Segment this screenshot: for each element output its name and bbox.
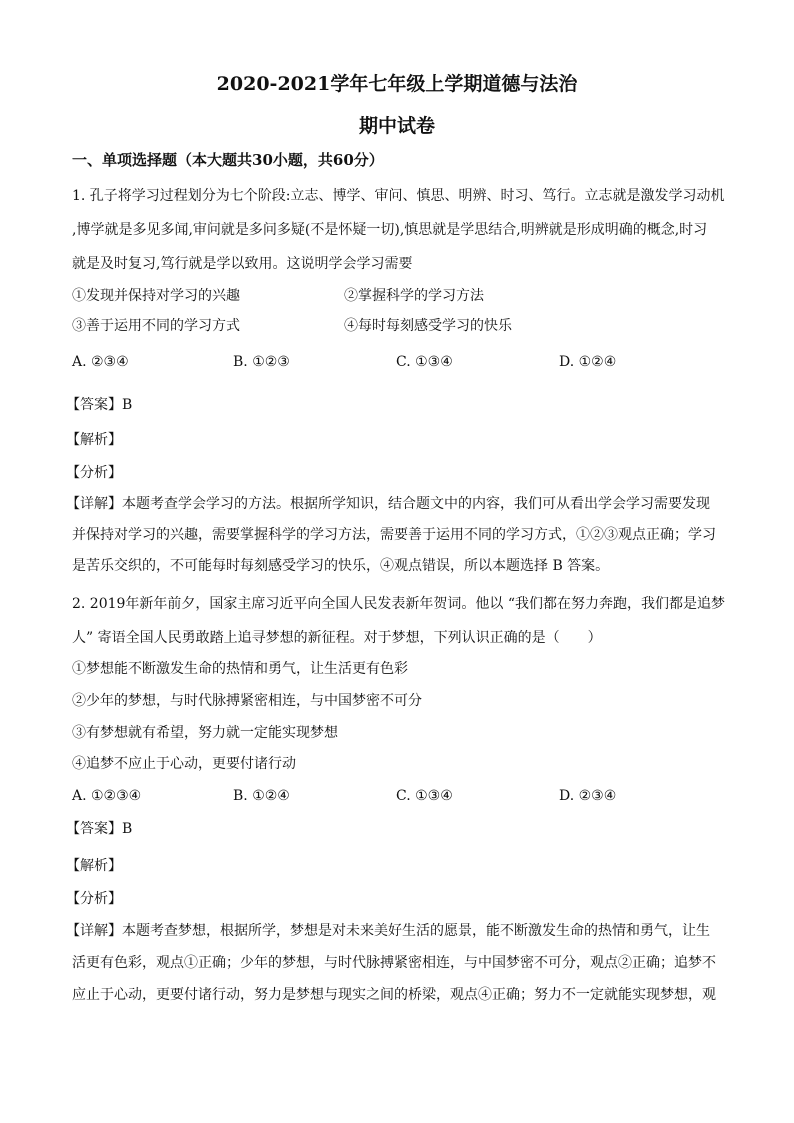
q2-stem-line1: 2. 2019年新年前夕，国家主席习近平向全国人民发表新年贺词。他以 “我们都在努力奔跑，我们都是追梦 xyxy=(72,596,726,612)
q2-stem-line2: 人” 寄语全国人民勇敢踏上追寻梦想的新征程。对于梦想，下列认识正确的是（ ） xyxy=(72,630,602,646)
q2-item-4: ④追梦不应止于心动，更要付诸行动 xyxy=(72,756,296,772)
q1-item-4: ④每时每刻感受学习的快乐 xyxy=(344,318,512,334)
q1-option-b: B. ①②③ xyxy=(233,354,290,370)
q2-item-1: ①梦想能不断激发生命的热情和勇气，让生活更有色彩 xyxy=(72,661,408,677)
q2-option-d: D. ②③④ xyxy=(559,788,617,804)
q1-item-1: ①发现并保持对学习的兴趣 xyxy=(72,288,240,304)
q1-analysis-label: 【解析】 xyxy=(66,432,122,448)
q2-detail-line2: 活更有色彩，观点①正确；少年的梦想，与时代脉搏紧密相连，与中国梦密不可分，观点②正确；追梦不 xyxy=(72,955,716,971)
q1-fenxi-label: 【分析】 xyxy=(66,465,122,481)
q2-option-b: B. ①②④ xyxy=(233,788,290,804)
q1-detail-line3: 是苦乐交织的，不可能每时每刻感受学习的快乐，④观点错误，所以本题选择 B 答案。 xyxy=(72,558,610,574)
q1-answer: 【答案】B xyxy=(66,397,133,413)
q1-item-3: ③善于运用不同的学习方式 xyxy=(72,318,240,334)
q2-answer: 【答案】B xyxy=(66,821,133,837)
q1-item-2: ②掌握科学的学习方法 xyxy=(344,288,484,304)
doc-title-line2: 期中试卷 xyxy=(358,115,435,137)
q2-option-c: C. ①③④ xyxy=(396,788,453,804)
q1-stem-line2: ,博学就是多见多闻,审问就是多问多疑(不是怀疑一切),慎思就是学思结合,明辨就是形成明确的概念,时习 xyxy=(72,222,708,238)
q2-item-2: ②少年的梦想，与时代脉搏紧密相连，与中国梦密不可分 xyxy=(72,693,422,709)
q1-option-d: D. ①②④ xyxy=(559,354,617,370)
q1-option-a: A. ②③④ xyxy=(72,354,129,370)
q2-fenxi-label: 【分析】 xyxy=(66,891,122,907)
q1-option-c: C. ①③④ xyxy=(396,354,453,370)
q2-item-3: ③有梦想就有希望，努力就一定能实现梦想 xyxy=(72,725,338,741)
q1-stem-line3: 就是及时复习,笃行就是学以致用。这说明学会学习需要 xyxy=(72,256,413,272)
q2-analysis-label: 【解析】 xyxy=(66,858,122,874)
doc-title-line1: 2020-2021学年七年级上学期道德与法治 xyxy=(216,73,578,95)
q2-option-a: A. ①②③④ xyxy=(72,788,142,804)
section-heading: 一、单项选择题（本大题共30小题，共60分） xyxy=(72,151,384,169)
q1-detail-line1: 【详解】本题考查学会学习的方法。根据所学知识，结合题文中的内容，我们可从看出学会学习需要发现 xyxy=(66,496,710,512)
q2-detail-line3: 应止于心动，更要付诸行动，努力是梦想与现实之间的桥梁，观点④正确；努力不一定就能实现梦想，观 xyxy=(72,987,716,1003)
q1-detail-line2: 并保持对学习的兴趣，需要掌握科学的学习方法，需要善于运用不同的学习方式，①②③观点正确；学习 xyxy=(72,527,716,543)
q2-detail-line1: 【详解】本题考查梦想，根据所学，梦想是对未来美好生活的愿景，能不断激发生命的热情和勇气，让生 xyxy=(66,923,710,939)
q1-stem-line1: 1. 孔子将学习过程划分为七个阶段:立志、博学、审问、慎思、明辨、时习、笃行。立志就是激发学习动机 xyxy=(72,188,725,204)
